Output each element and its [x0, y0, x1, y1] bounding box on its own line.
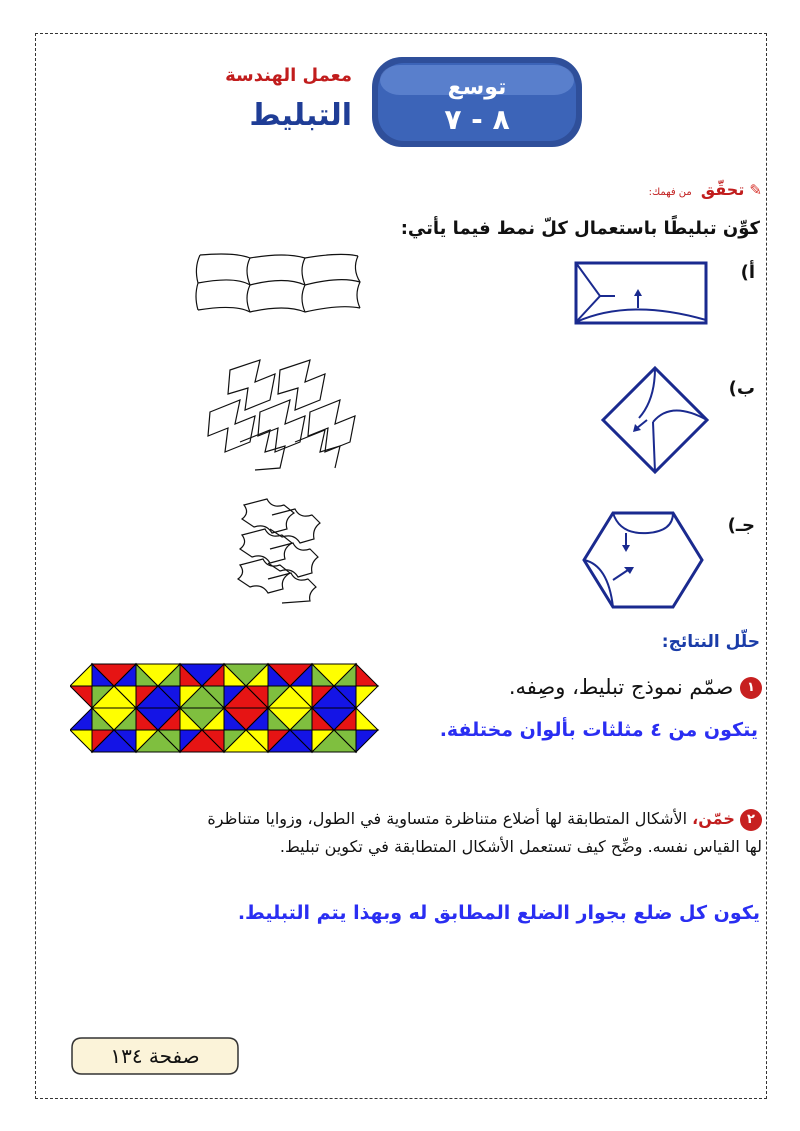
check-heading	[520, 180, 762, 202]
hexagon-tessellation-figure	[232, 495, 322, 605]
hexagon-pattern-figure	[578, 505, 708, 615]
question-1-text: صمّم نموذج تبليط، وصِفه.	[508, 675, 734, 699]
pencil-check-icon: ✎	[749, 181, 762, 199]
tessellation-triangle	[356, 730, 378, 752]
check-title: تحقّق	[700, 180, 745, 199]
question-2	[150, 805, 762, 861]
question-2-text-line1: الأشكال المتطابقة لها أضلاع متناظرة متساوية في الطول، وزوايا متناظرة	[207, 809, 688, 828]
badge-lesson-number: ٨ - ٧	[444, 103, 510, 136]
check-subtitle: من فهمك:	[648, 187, 692, 198]
rectangle-tessellation-figure	[190, 250, 365, 320]
square-pattern-figure	[595, 360, 715, 480]
colored-tessellation-figure	[70, 660, 380, 760]
question-2-text-line2: لها القياس نفسه. وضِّح كيف تستعمل الأشكال المتطابقة في تكوين تبليط.	[279, 837, 762, 856]
question-1-number: ١	[740, 677, 762, 699]
tessellation-triangle	[356, 686, 378, 708]
instruction: كوِّن تبليطًا باستعمال كلّ نمط فيما يأتي:	[400, 218, 760, 239]
tessellation-triangle	[356, 708, 378, 730]
tessellation-triangle	[70, 730, 92, 752]
tessellation-triangle	[70, 664, 92, 686]
badge-extension-label: توسع	[447, 75, 507, 100]
answer-1: يتكون من ٤ مثلثات بألوان مختلفة.	[439, 719, 758, 741]
page-title: التبليط	[249, 98, 352, 133]
analyze-heading: حلّل النتائج:	[661, 632, 760, 652]
problem-label-a: أ)	[740, 262, 755, 283]
question-1	[400, 675, 762, 699]
tessellation-triangle	[70, 686, 92, 708]
problem-label-b: ب)	[728, 378, 755, 399]
square-tessellation-figure	[200, 352, 360, 472]
problem-label-c: جـ)	[727, 515, 755, 536]
lab-title: معمل الهندسة	[225, 65, 352, 86]
question-2-number: ٢	[740, 809, 762, 831]
page-number: صفحة ١٣٤	[110, 1044, 200, 1068]
lesson-badge	[372, 57, 582, 147]
answer-2: يكون كل ضلع بجوار الضلع المطابق له وبهذا يتم التبليط.	[237, 902, 760, 924]
question-2-think-label: خمّن،	[692, 809, 735, 828]
tessellation-triangle	[70, 708, 92, 730]
rectangle-pattern-figure	[570, 258, 715, 328]
page-number-box	[70, 1036, 240, 1076]
tessellation-triangle	[356, 664, 378, 686]
